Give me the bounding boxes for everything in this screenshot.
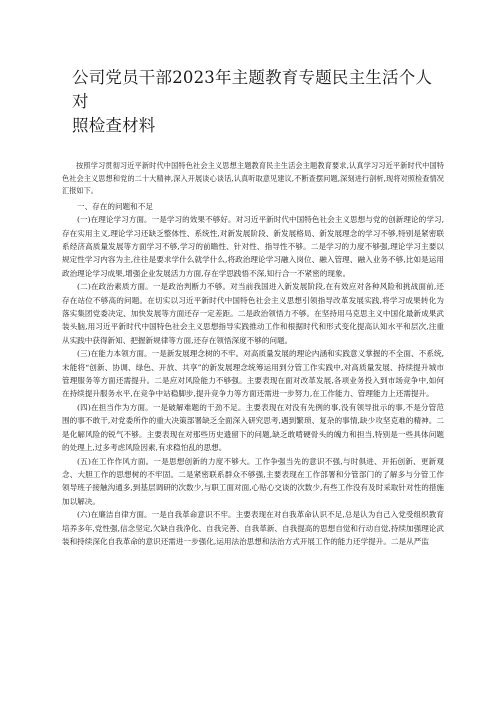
intro-paragraph: 按照学习贯彻习近平新时代中国特色社会主义思想主题教育民主生活会主题教育要求,认真学习习近平新时代中国特色社会主义思想和党的二十大精神,深入开展谈心谈话,认真听取意见建议,不断查摆问题,深刻进行剖析,现将对照检查情况汇报如下。 — [62, 161, 444, 196]
body-paragraph: (四)在担当作为方面。一是破解难题的干劲不足。主要表现在对没有先例的事,没有领导批示的事,不是分管范围的事不敢干,对党委所作的重大决策部署缺乏全面深入研究思考,遇到繁琐、复杂的事情,缺少攻坚克难的精神。二是化解风险的锐气不够。主要表现在对那些历史遗留下的问题,缺乏敢啃硬骨头的魄力和担当,特别是一些具体问题的处理上,过多考虑风险因素,有求稳怕乱的思想。 — [62, 402, 444, 453]
body-paragraph: (一)在理论学习方面。一是学习的效果不够好。对习近平新时代中国特色社会主义思想与党的创新理论的学习,存在实用主义,理论学习还缺乏整体性、系统性,对新发展阶段、新发展格局、新发展理念的学习不够,特别是紧密联系经济高质量发展等方面学习不够,学习的前瞻性、针对性、指导性不够。二是学习的力度不够强,理论学习主要以规定性学习内容为主,往往是要求学什么就学什么,将政治理论学习融入岗位、融入管理、融入业务不够,比如是运用政治理论学习成果,增强企业发展活力方面,存在学思践悟不深,知行合一不紧密的现象。 — [62, 215, 444, 278]
document-title — [72, 66, 444, 138]
title-line-2: 照检查材料 — [72, 116, 156, 135]
body-paragraph: (二)在政治素质方面。一是政治判断力不够。对当前我国进入新发展阶段,在有效应对各种风险和挑战面前,还存在站位不够高的问题。在切实以习近平新时代中国特色社会主义思想引领指导改革发展实践,将学习成果转化为落实集团党委决定、加快发展等方面还存一定差距。二是政治领悟力不够。在坚持用马克思主义中国化最新成果武装头脑,用习近平新时代中国特色社会主义思想指导实践推动工作和根据时代和形式变化提高认知水平和层次,注重从实践中获得新知、把握新规律等方面,还存在领悟深度不够的问题。 — [62, 282, 444, 345]
body-paragraph: (五)在工作作风方面。一是思想创新的力度不够大。工作争强当先的意识不强,与时俱进、开拓创新、更新观念、大胆工作的思想树的不牢固。二是紧密联系群众不够强,主要表现在工作部署和分管部门的了解多与分管工作领导班子接触沟通多,到基层调研的次数少,与职工面对面,心贴心交谈的次数少,有些工作没有及时采取针对性的措施加以解决。 — [62, 456, 444, 506]
title-line-1: 公司党员干部2023年主题教育专题民主生活个人对 — [72, 68, 433, 111]
body-paragraph: (三)在能力本领方面。一是新发展理念树的不牢。对高质量发展的理论内涵和实践意义掌握的不全面、不系统,未能将“创新、协调、绿色、开放、共享”的新发展理念统筹运用到分管工作实践中,对高质量发展、持续提升城市管理服务等方面还需提升。二是应对风险能力不够强。主要表现在面对改革发展,各项业务投入到市场竞争中,如何在持续提升服务水平,在竞争中站稳脚步,提升竞争力等方面还需进一步努力,在工作能力、管理能力上还需提升。 — [62, 349, 444, 399]
document-body — [62, 200, 444, 549]
section-heading: 一、存在的问题和不足 — [77, 201, 153, 211]
body-paragraph: (六)在廉洁自律方面。一是自我革命意识不牢。主要表现在对自我革命认识不足,总是认为自己入党受组织教育培养多年,党性强,信念坚定,欠缺自我净化、自我完善、自我革新、自我提高的思想自觉和行动自觉,持续加强理论武装和持续深化自我革命的意识还需进一步强化,运用法治思想和法治方式开展工作的能力还学提升。二是从严监 — [62, 510, 444, 546]
